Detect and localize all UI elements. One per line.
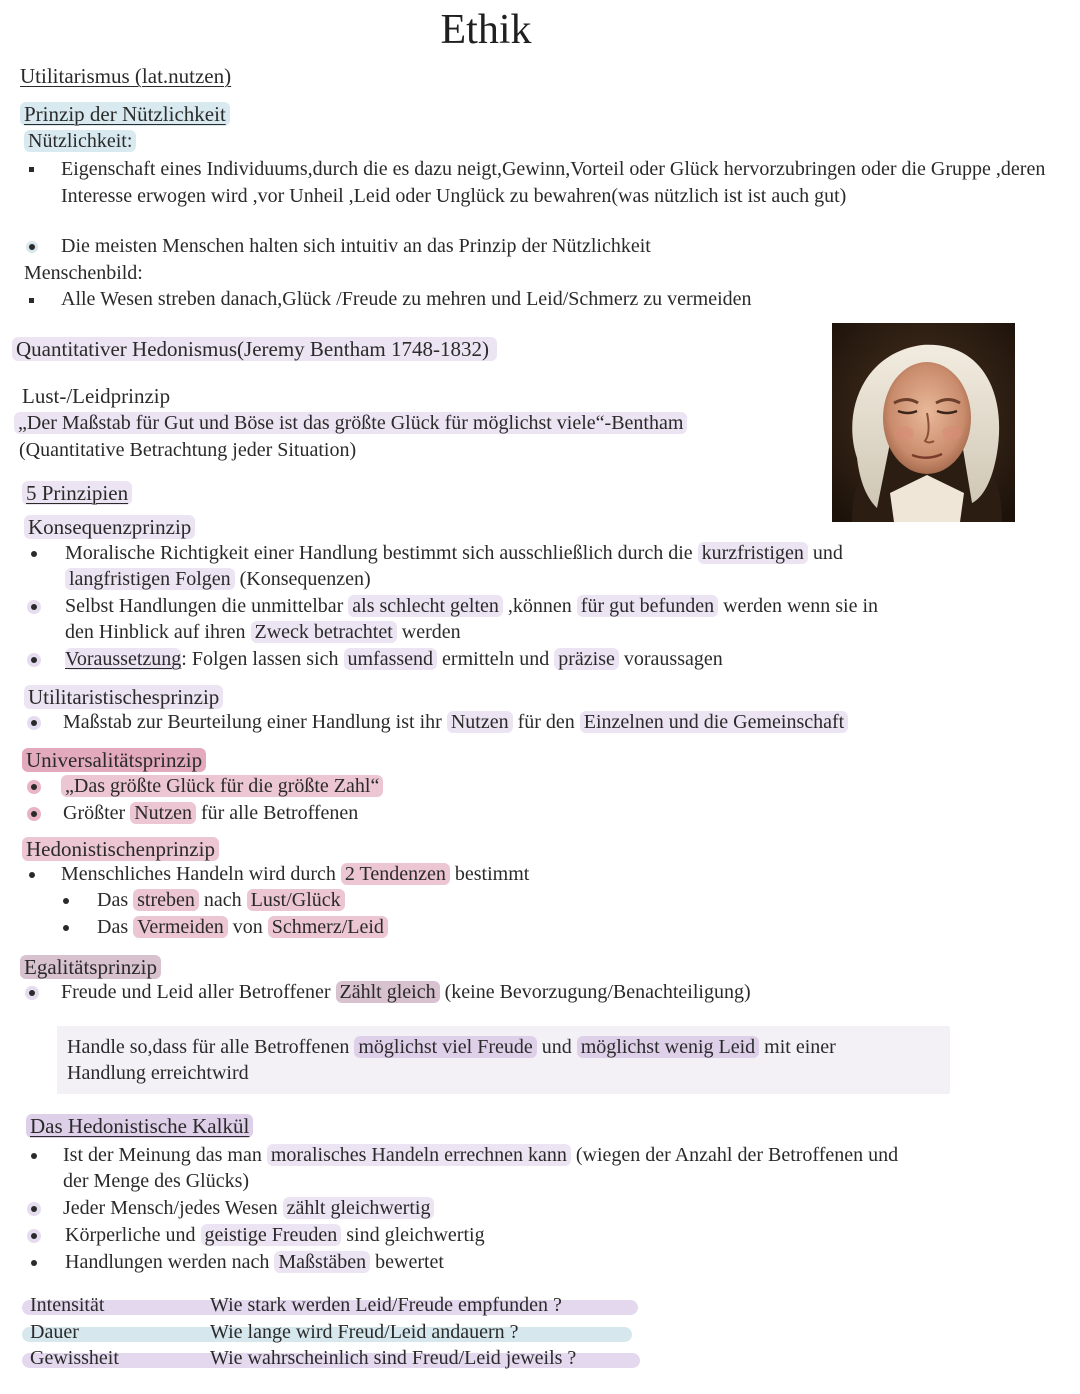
- text: (keine Bevorzugung/Benachteiligung): [444, 981, 751, 1003]
- heading-label: Utilitaristischesprinzip: [24, 685, 223, 709]
- text: Handlungen werden nach: [65, 1251, 270, 1273]
- list-item: [65, 542, 843, 565]
- criteria-question: Wie wahrscheinlich sind Freud/Leid jeweils ?: [210, 1347, 577, 1369]
- text: voraussagen: [623, 648, 723, 670]
- quote-note: (Quantitative Betrachtung jeder Situation): [19, 439, 357, 461]
- heading-label: Hedonistischenprinzip: [22, 837, 219, 861]
- heading-label: Das Hedonistische Kalkül: [26, 1114, 253, 1138]
- list-item: Alle Wesen streben danach,Glück /Freude zu mehren und Leid/Schmerz zu vermeiden: [61, 288, 752, 310]
- section-heading-utilitarismus: Utilitarismus (lat.nutzen): [20, 64, 232, 88]
- heading-label: 5 Prinzipien: [22, 481, 132, 505]
- list-item: [63, 1144, 898, 1167]
- heading-hedonistischenprinzip: [22, 837, 219, 862]
- highlight: „Das größte Glück für die größte Zahl“: [61, 775, 383, 797]
- list-item-continued: [65, 621, 461, 644]
- text: sind gleichwertig: [346, 1224, 485, 1246]
- bentham-quote: [14, 412, 687, 435]
- text: Das: [97, 889, 129, 911]
- portrait-icon: [832, 323, 1015, 522]
- highlight: Lust/Glück: [247, 889, 345, 911]
- highlight: Voraussetzung: [65, 648, 182, 670]
- list-item: Eigenschaft eines Individuums,durch die es dazu neigt,Gewinn,Vorteil oder Glück hervorzubringen oder die Gruppe ,deren Interesse erwogen wird ,vor Unheil ,Leid oder Unglück zu bewahren(was nützlich ist ist auch gut): [61, 158, 1046, 207]
- list-item: [65, 1224, 485, 1247]
- highlight: Nutzen: [447, 711, 513, 733]
- highlight: umfassend: [344, 648, 438, 670]
- highlight: möglichst wenig Leid: [577, 1036, 759, 1058]
- text: (wiegen der Anzahl der Betroffenen und: [575, 1144, 899, 1166]
- bullet-icon: [29, 244, 35, 250]
- bullet-icon: [31, 551, 37, 557]
- list-item: [63, 1197, 434, 1220]
- highlight: zählt gleichwertig: [283, 1197, 435, 1219]
- heading-universalitaetsprinzip: [22, 748, 206, 773]
- highlight: geistige Freuden: [201, 1224, 342, 1246]
- bullet-icon: [63, 925, 69, 931]
- highlight: Nutzen: [130, 802, 196, 824]
- list-item: [61, 981, 751, 1004]
- sub-list-item: [97, 916, 388, 939]
- bullet-icon: [31, 784, 37, 790]
- highlight: langfristigen Folgen: [65, 568, 235, 590]
- list-item-continued: [65, 568, 371, 591]
- highlight: streben: [133, 889, 199, 911]
- highlight: präzise: [554, 648, 619, 670]
- label-text: Nützlichkeit:: [24, 130, 136, 152]
- label-nuetzlichkeit: [24, 130, 136, 153]
- criteria-term: Dauer: [30, 1321, 79, 1343]
- highlight: als schlecht gelten: [348, 595, 503, 617]
- text: Selbst Handlungen die unmittelbar: [65, 595, 344, 617]
- list-item-continued: der Menge des Glücks): [63, 1170, 250, 1192]
- highlight: möglichst viel Freude: [354, 1036, 536, 1058]
- heading-label: Quantitativer Hedonismus(Jeremy Bentham 1748-1832): [12, 337, 497, 361]
- maxime-line: Handlung erreichtwird: [67, 1062, 249, 1084]
- text: bewertet: [375, 1251, 444, 1273]
- bullet-icon: [31, 720, 37, 726]
- highlight: Schmerz/Leid: [268, 916, 388, 938]
- list-item: [65, 648, 723, 671]
- text: Moralische Richtigkeit einer Handlung bestimmt sich ausschließlich durch die: [65, 542, 693, 564]
- text: ermitteln und: [442, 648, 550, 670]
- section-heading-hedonismus: [12, 337, 497, 362]
- bullet-icon: [29, 167, 34, 172]
- bullet-icon: [29, 990, 35, 996]
- heading-egalitaetsprinzip: [20, 955, 161, 980]
- text: und: [812, 542, 843, 564]
- text: Jeder Mensch/jedes Wesen: [63, 1197, 278, 1219]
- list-item: [65, 595, 878, 618]
- highlight: Vermeiden: [133, 916, 228, 938]
- text: für den: [517, 711, 575, 733]
- text: : Folgen lassen sich: [181, 648, 339, 670]
- heading-prinzip-nuetzlichkeit: [20, 102, 230, 127]
- text: Körperliche und: [65, 1224, 196, 1246]
- bullet-icon: [31, 1153, 37, 1159]
- text: mit einer: [764, 1036, 836, 1058]
- text: Ist der Meinung das man: [63, 1144, 262, 1166]
- text: von: [232, 916, 263, 938]
- criteria-question: Wie stark werden Leid/Freude empfunden ?: [210, 1294, 562, 1316]
- list-item: Die meisten Menschen halten sich intuitiv an das Prinzip der Nützlichkeit: [61, 235, 651, 257]
- text: Freude und Leid aller Betroffener: [61, 981, 331, 1003]
- text: bestimmt: [454, 863, 530, 885]
- maxime-line: [67, 1036, 836, 1059]
- bullet-icon: [31, 1206, 37, 1212]
- bullet-icon: [29, 872, 35, 878]
- bullet-icon: [31, 1260, 37, 1266]
- text: Handle so,dass für alle Betroffenen: [67, 1036, 350, 1058]
- list-item: [63, 802, 358, 825]
- text: ,können: [507, 595, 572, 617]
- criteria-question: Wie lange wird Freud/Leid andauern ?: [210, 1321, 519, 1343]
- bullet-icon: [63, 898, 69, 904]
- bullet-icon: [31, 657, 37, 663]
- highlight: Zählt gleich: [336, 981, 440, 1003]
- heading-label: Prinzip der Nützlichkeit: [20, 102, 230, 126]
- highlight: Einzelnen und die Gemeinschaft: [580, 711, 848, 733]
- label-menschenbild: Menschenbild:: [24, 262, 143, 284]
- label-lust-leidprinzip: Lust-/Leidprinzip: [22, 384, 171, 408]
- criteria-term: Gewissheit: [30, 1347, 119, 1369]
- text: nach: [203, 889, 242, 911]
- bullet-icon: [31, 811, 37, 817]
- heading-utilitaristischesprinzip: [24, 685, 223, 710]
- page-title: Ethik: [440, 7, 532, 53]
- text: Maßstab zur Beurteilung einer Handlung ist ihr: [63, 711, 442, 733]
- portrait-image: [832, 323, 1015, 522]
- text: den Hinblick auf ihren: [65, 621, 246, 643]
- text: für alle Betroffenen: [200, 802, 359, 824]
- text: Größter: [63, 802, 126, 824]
- highlight: moralisches Handeln errechnen kann: [267, 1144, 571, 1166]
- highlight: für gut befunden: [577, 595, 718, 617]
- heading-label: Konsequenzprinzip: [24, 515, 195, 539]
- heading-konsequenzprinzip: [24, 515, 195, 540]
- list-item: [63, 711, 848, 734]
- heading-label: Egalitätsprinzip: [20, 955, 161, 979]
- text: Menschliches Handeln wird durch: [61, 863, 336, 885]
- text: werden wenn sie in: [723, 595, 879, 617]
- sub-list-item: [97, 889, 345, 912]
- highlight: Maßstäben: [274, 1251, 370, 1273]
- section-heading-prinzipien: [22, 481, 132, 506]
- bullet-icon: [31, 1233, 37, 1239]
- highlight: Zweck betrachtet: [251, 621, 397, 643]
- section-heading-kalkuel: [26, 1114, 253, 1139]
- text: und: [541, 1036, 572, 1058]
- text: werden: [401, 621, 461, 643]
- bullet-icon: [29, 298, 34, 303]
- text: (Konsequenzen): [239, 568, 371, 590]
- text: Das: [97, 916, 129, 938]
- bullet-icon: [31, 604, 37, 610]
- list-item: [65, 1251, 444, 1274]
- highlight: kurzfristigen: [698, 542, 808, 564]
- quote-text: „Der Maßstab für Gut und Böse ist das größte Glück für möglichst viele“-Bentham: [14, 412, 687, 434]
- heading-label: Universalitätsprinzip: [22, 748, 206, 772]
- list-item: [61, 775, 383, 798]
- list-item: [61, 863, 529, 886]
- criteria-term: Intensität: [30, 1294, 105, 1316]
- highlight: 2 Tendenzen: [341, 863, 450, 885]
